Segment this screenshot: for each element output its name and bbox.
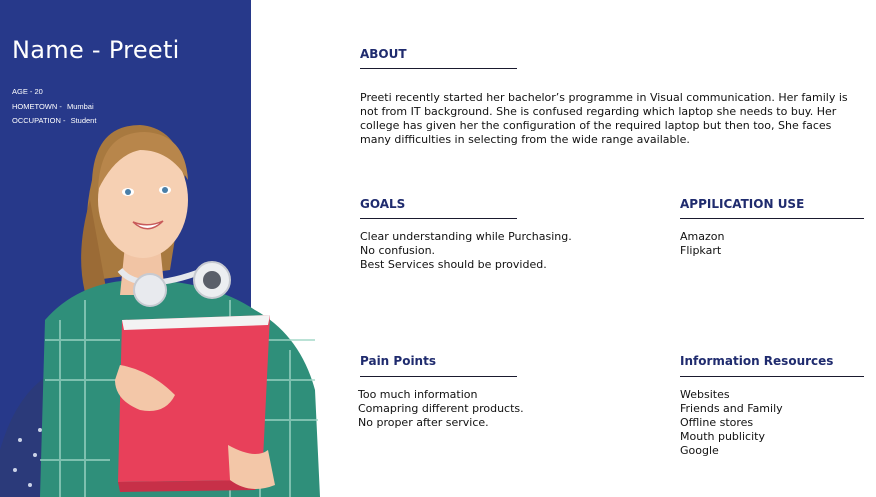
about-line: not from IT background. She is confused regarding which laptop she needs to buy. Her — [360, 105, 837, 118]
persona-age: AGE - 20 — [12, 87, 43, 96]
information-resources-divider — [680, 376, 864, 377]
hometown-label: HOMETOWN - — [12, 102, 62, 111]
list-item: Mouth publicity — [680, 430, 765, 443]
list-item: No proper after service. — [358, 416, 489, 429]
persona-hometown — [12, 102, 94, 111]
list-item: No confusion. — [360, 244, 436, 257]
application-use-heading: APPILICATION USE — [680, 197, 805, 211]
information-resources-list — [680, 388, 783, 458]
hometown-value: Mumbai — [66, 102, 94, 111]
about-heading: ABOUT — [360, 47, 407, 61]
about-line: college has given her the configuration of the required laptop but then too, She faces — [360, 119, 832, 132]
list-item: Websites — [680, 388, 730, 401]
persona-name: Name - Preeti — [12, 36, 180, 64]
goals-list — [360, 230, 572, 272]
list-item: Comapring different products. — [358, 402, 524, 415]
list-item: Google — [680, 444, 719, 457]
list-item: Too much information — [358, 388, 478, 401]
pain-points-divider — [360, 376, 517, 377]
information-resources-heading: Information Resources — [680, 354, 834, 368]
application-use-divider — [680, 218, 864, 219]
list-item: Flipkart — [680, 244, 722, 257]
pain-points-list — [358, 388, 524, 430]
about-divider — [360, 68, 517, 69]
about-line: Preeti recently started her bachelor’s programme in Visual communication. Her family is — [360, 91, 848, 104]
list-item: Amazon — [680, 230, 725, 243]
list-item: Best Services should be provided. — [360, 258, 547, 271]
about-line: many difficulties in selecting from the wide range available. — [360, 133, 690, 146]
persona-photo — [0, 120, 330, 497]
pain-points-heading: Pain Points — [360, 354, 436, 368]
occupation-label: OCCUPATION - — [12, 116, 66, 125]
list-item: Clear understanding while Purchasing. — [360, 230, 572, 243]
goals-heading: GOALS — [360, 197, 406, 211]
list-item: Offline stores — [680, 416, 754, 429]
list-item: Friends and Family — [680, 402, 783, 415]
application-use-list — [680, 230, 724, 258]
occupation-value: Student — [70, 116, 97, 125]
goals-divider — [360, 218, 517, 219]
about-paragraph — [360, 91, 875, 147]
